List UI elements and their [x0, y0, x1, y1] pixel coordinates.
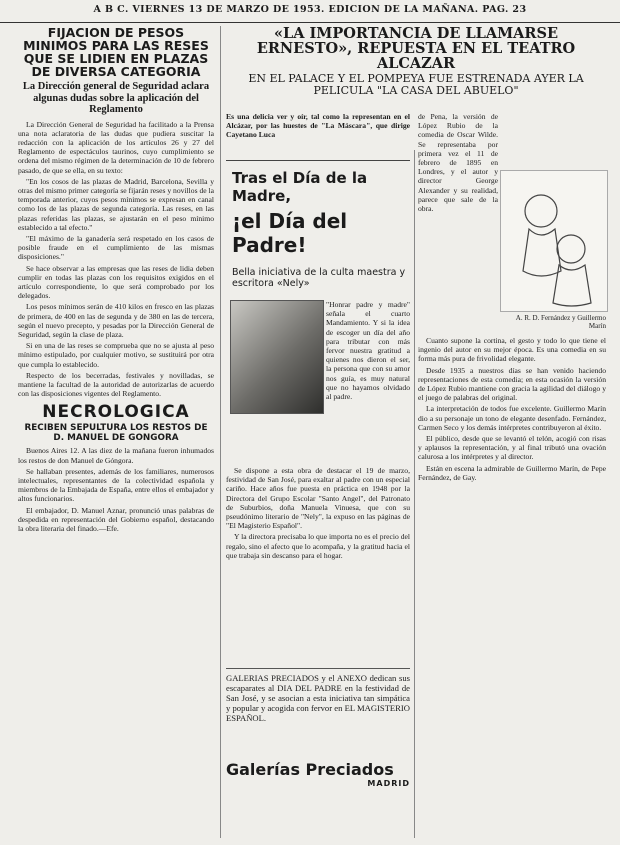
header-line: A B C. VIERNES 13 DE MARZO DE 1953. EDICION DE LA MAÑANA. PAG. 23: [93, 4, 527, 15]
article-paragraph: Se hallaban presentes, además de los familiares, numerosos intelectuales, representantes de la colectividad española y miembros de la Embajada de España, entre ellos el embajador y altos funcionarios.: [18, 466, 214, 504]
ad-brand: Galerías Preciados: [226, 760, 394, 779]
actor-sketch: [500, 170, 608, 312]
fathers-day-subtitle: Bella iniciativa de la culta maestra y escritora «Nely»: [232, 267, 406, 289]
article-paragraph: El embajador, D. Manuel Aznar, pronunció unas palabras de despedida en representación del Gobierno español, destacando la obra literaria del finado.—Efe.: [18, 505, 214, 534]
father-child-photo: [230, 300, 324, 414]
fathers-day-headline: ¡el Día del Padre!: [232, 209, 348, 257]
galerias-ad: [226, 760, 410, 788]
necrology-subtitle: RECIBEN SEPULTURA LOS RESTOS DE D. MANUEL DE GONGORA: [24, 423, 208, 444]
sketch-caption: A. R. D. Fernández y Guillermo Marín: [515, 314, 606, 330]
necrology-title: NECROLOGICA: [42, 402, 190, 423]
fathers-day-body: [226, 466, 410, 616]
column-right-body: [418, 336, 606, 836]
article-paragraph: "En los cosos de las plazas de Madrid, Barcelona, Sevilla y otras del mismo primer categoría se fijarán reses y novillos de la temporada anterior, cuyos pesos mínimos se expresan en canal como los de las plazas de segunda categoría. Las reses, en las plazas referidas las plazas, se ajustarán en el peso mínimo establecido a tal efecto.": [18, 176, 214, 232]
article-paragraph: Están en escena la admirable de Guillermo Marín, de Pepe Fernández, de Gay.: [418, 463, 606, 482]
article-paragraph: Respecto de los becerradas, festivales y novilladas, se mantiene la facultad de la autoridad de autorizarlas de acuerdo con las disposiciones vigentes del Reglamento.: [18, 370, 214, 399]
ad-city: MADRID: [367, 779, 410, 788]
column-rule: [220, 26, 221, 838]
sketch-drawing: [501, 171, 607, 311]
article-paragraph: GALERIAS PRECIADOS y el ANEXO dedican sus escaparates al DIA DEL PADRE en la festividad de San José, y se asocian a esta iniciativa tan simpática y popular y acogida con fervor en EL MAGISTERIO ESPAÑOL.: [226, 673, 410, 723]
column-left: [18, 26, 214, 838]
fathers-day-kicker: Tras el Día de la Madre,: [232, 169, 368, 205]
page-header: [0, 4, 620, 23]
article-paragraph: Si en una de las reses se comprueba que no se ajusta al peso mínimo estipulado, por cualquier motivo, se sustituirá por otra que cumpla lo establecido.: [18, 341, 214, 369]
theatre-intro: Es una delicia ver y oír, tal como la representan en el Alcázar, por las huestes de "La Máscara", que dirige Cayetano Luca: [226, 112, 410, 140]
article-paragraph: Se dispone a esta obra de destacar el 19 de marzo, festividad de San José, para exaltar al padre con un especial cariño. Hace años fue puesta en práctica en 1948 por la Directora del Grupo Escolar "Santo Angel", del Patronato de Suburbios, doña Manuela Vinuesa, que con su pseudónimo literario de "Nely", la expuso en las páginas de "El Magisterio Español".: [226, 466, 410, 531]
article-paragraph: Los pesos mínimos serán de 410 kilos en fresco en las plazas de primera, de 400 en las de segunda y de 380 en las de tercera, según el nuevo precepto, y pesadas por la Dirección General de Seguridad, según la clase de plaza.: [18, 302, 214, 339]
banner-headline: «LA IMPORTANCIA DE LLAMARSE ERNESTO», REPUESTA EN EL TEATRO ALCAZAR: [256, 25, 576, 72]
article-paragraph: La Dirección General de Seguridad ha facilitado a la Prensa una nota aclaratoria de las dudas que pudiera suscitar la redacción con la aplicación de los artículos 26 y 27 del Reglamento de espectáculos taurinos, cuyo cumplimiento se ordena del mismo régimen de la determinación de 10 de febrero pasado, de que se ella, en su texto:: [18, 119, 214, 175]
article-headline: FIJACION DE PESOS MINIMOS PARA LAS RESES QUE SE LIDIEN EN PLAZAS DE DIVERSA CATEGORIA: [23, 26, 209, 79]
article-subheadline: La Dirección general de Seguridad aclara algunas dudas sobre la aplicación del Reglamento: [22, 81, 210, 115]
column-rule: [414, 150, 415, 838]
article-paragraph: La interpretación de todos fue excelente. Guillermo Marín dio a su personaje un tono de elegante desenfado. Fernández, Carmen Seco y los demás intérpretes contribuyeron al éxito.: [418, 404, 606, 432]
article-paragraph: Desde 1935 a nuestros días se han venido haciendo representaciones de esta comedia; en esta ocasión la versión de López Rubio mantiene con gracia la agilidad del diálogo y el juego de palabras del original.: [418, 365, 606, 403]
theatre-banner: [226, 26, 606, 97]
banner-subheadline: EN EL PALACE Y EL POMPEYA FUE ESTRENADA AYER LA PELICULA "LA CASA DEL ABUELO": [248, 72, 584, 97]
fathers-day-wrap: [326, 300, 410, 460]
fathers-day-box: [226, 160, 410, 289]
article-paragraph: El público, desde que se levantó el telón, acogió con risas y aplausos la representación, y al final tributó una ovación calurosa a los intérpretes y al director.: [418, 434, 606, 462]
article-paragraph: de Pena, la versión de López Rubio de la comedia de Oscar Wilde. Se representaba por primera vez el 11 de febrero de 1895 en Londres, y el autor y director George Alexander y su realidad, parece que sale de la obra.: [418, 112, 498, 214]
article-paragraph: Y la directora precisaba lo que importa no es el precio del regalo, sino el afecto que lo acompaña, y la gratitud hacia el que trabaja sin descanso para el hogar.: [226, 532, 410, 560]
galerias-notice: [226, 668, 410, 757]
article-paragraph: Cuanto supone la cortina, el gesto y todo lo que tiene el ingenio del autor en su mejor época. Es una comedia en su forma más pura de frivolidad elegante.: [418, 336, 606, 364]
article-paragraph: "Honrar padre y madre" señala el cuarto Mandamiento. Y si la idea de escoger un día del año para tributar con más fervor nuestra gratitud a quienes nos dieron el ser, la persona que con su amor nos guía, es muy natural que no hayamos olvidado al padre.: [326, 300, 410, 402]
article-paragraph: "El máximo de la ganadería será respetado en los casos de posible fraude en el cumplimiento de las mismas disposiciones.": [18, 233, 214, 262]
article-paragraph: Se hace observar a las empresas que las reses de lidia deben cumplir en todas las plazas con los requisitos exigidos en el artículo correspondiente, lo que será comprobado por los delegados.: [18, 263, 214, 301]
article-paragraph: Buenos Aires 12. A las diez de la mañana fueron inhumados los restos de don Manuel de Góngora.: [18, 446, 214, 465]
